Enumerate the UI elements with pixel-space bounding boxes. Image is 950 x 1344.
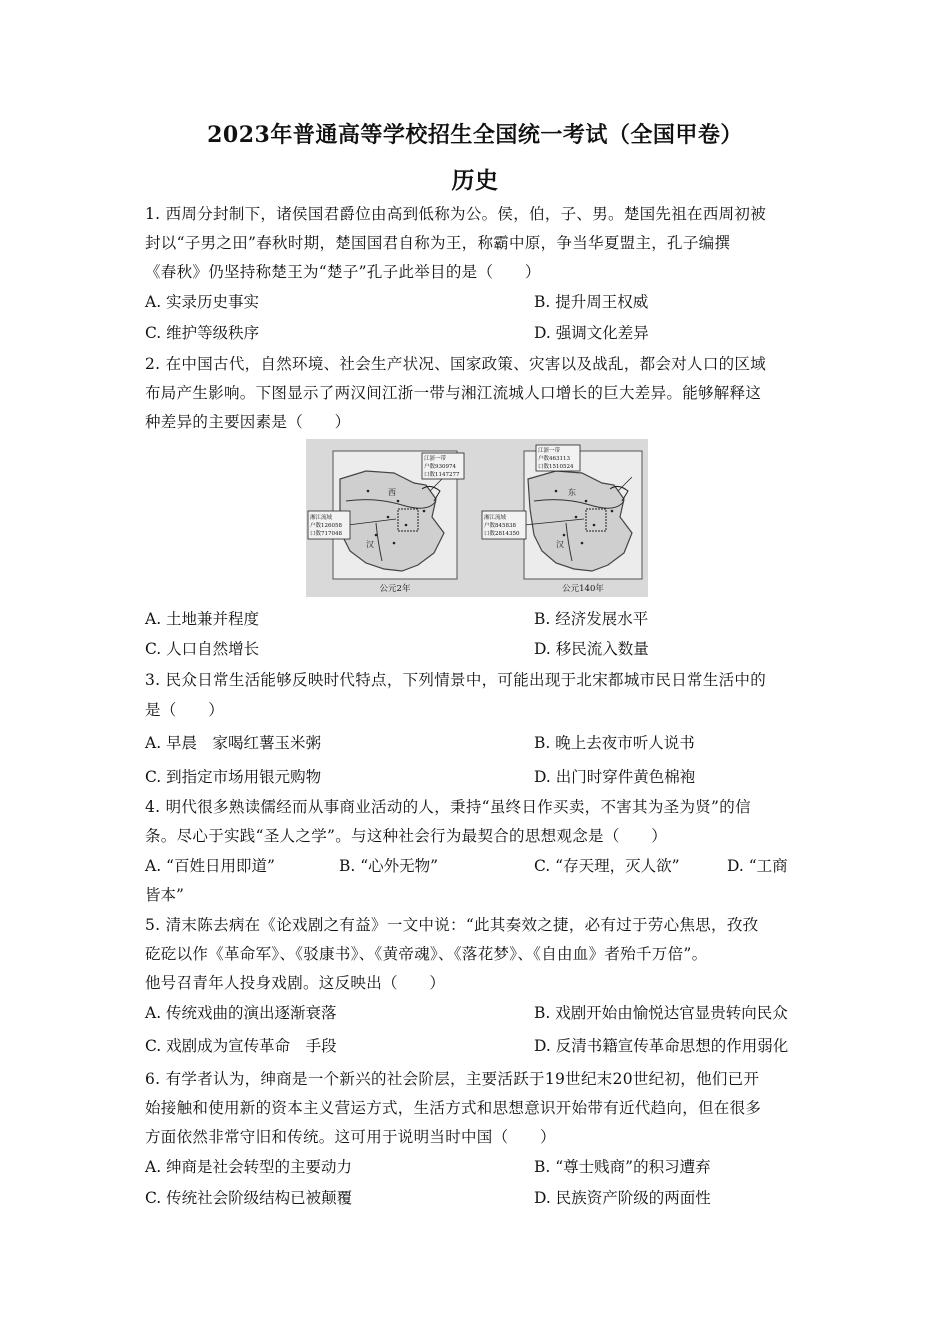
question-6-option-a[interactable]: A. 绅商是社会转型的主要动力 (145, 1158, 353, 1176)
question-4-option-c[interactable]: C. “存天理，灭人欲” (534, 857, 680, 875)
question-6-option-d[interactable]: D. 民族资产阶级的两面性 (534, 1189, 711, 1207)
question-1-stem-line: 《春秋》仍坚持称楚王为“楚子”孔子此举目的是（ ） (145, 263, 541, 281)
right-xiangjiang-population: 口数2814350 (484, 531, 520, 537)
question-2-option-b[interactable]: B. 经济发展水平 (534, 610, 649, 628)
question-5-stem-line: 矻矻以作《革命军》、《驳康书》、《黄帝魂》、《落花梦》、《自由血》者殆千万倍”。 (145, 945, 708, 963)
left-xiangjiang-households: 户数126058 (310, 523, 342, 529)
question-1-option-c[interactable]: C. 维护等级秩序 (145, 324, 260, 342)
question-1-stem-line: 封以“子男之田”春秋时期，楚国国君自称为王，称霸中原，争当华夏盟主，孔子编撰 (145, 234, 731, 252)
question-1-stem-line: 1. 西周分封制下，诸侯国君爵位由高到低称为公。侯，伯，子、男。楚国先祖在西周初被 (145, 205, 767, 223)
right-jiangzhe-title: 江浙一带 (538, 448, 561, 454)
map-label-han-right: 汉 (556, 540, 564, 549)
question-6-stem-line: 方面依然非常守旧和传统。这可用于说明当时中国（ ） (145, 1128, 556, 1146)
question-3-stem-line: 是（ ） (145, 701, 225, 719)
question-2-option-a[interactable]: A. 土地兼并程度 (145, 610, 260, 628)
question-5-option-c[interactable]: C. 戏剧成为宣传革命 手段 (145, 1037, 337, 1055)
question-5-option-a[interactable]: A. 传统戏曲的演出逐渐衰落 (145, 1004, 337, 1022)
question-3-option-c[interactable]: C. 到指定市场用银元购物 (145, 768, 322, 786)
question-4-stem-line: 4. 明代很多熟读儒经而从事商业活动的人，秉持“虽终日作买卖，不害其为圣为贤”的信 (145, 798, 751, 816)
question-3-option-a[interactable]: A. 早晨 家喝红薯玉米粥 (145, 734, 322, 752)
question-1-option-d[interactable]: D. 强调文化差异 (534, 324, 649, 342)
exam-title: 2023年普通高等学校招生全国统一考试（全国甲卷） (207, 122, 743, 148)
right-jiangzhe-households: 户数463113 (538, 456, 570, 462)
question-1-option-b[interactable]: B. 提升周王权威 (534, 293, 649, 311)
left-jiangzhe-population: 口数1147277 (424, 472, 460, 478)
left-map-caption: 公元2年 (379, 584, 411, 594)
question-4-option-b[interactable]: B. “心外无物” (339, 857, 439, 875)
population-map-svg (306, 439, 648, 597)
subject-title: 历史 (451, 167, 499, 194)
map-label-han: 汉 (366, 540, 374, 549)
right-xiangjiang-households: 户数845838 (484, 523, 516, 529)
question-3-option-d[interactable]: D. 出门时穿件黄色棉袍 (534, 768, 696, 786)
question-6-stem-line: 6. 有学者认为，绅商是一个新兴的社会阶层，主要活跃于19世纪末20世纪初，他们已开 (145, 1070, 760, 1088)
question-5-stem-line: 5. 清末陈去病在《论戏剧之有益》一文中说：“此其奏效之捷，必有过于劳心焦思，孜孜 (145, 916, 759, 934)
map-right (482, 445, 642, 594)
question-3-stem-line: 3. 民众日常生活能够反映时代特点，下列情景中，可能出现于北宋都城市民日常生活中的 (145, 671, 767, 689)
question-2-stem-line: 2. 在中国古代，自然环境、社会生产状况、国家政策、灾害以及战乱，都会对人口的区域 (145, 355, 767, 373)
left-jiangzhe-households: 户数930974 (424, 464, 456, 470)
map-left (308, 451, 464, 594)
question-4-option-d-wrap: 皆本” (145, 886, 184, 904)
question-6-stem-line: 始接触和使用新的资本主义营运方式，生活方式和思想意识开始带有近代趋向，但在很多 (145, 1099, 762, 1117)
question-2-option-c[interactable]: C. 人口自然增长 (145, 640, 260, 658)
question-6-option-c[interactable]: C. 传统社会阶级结构已被颠覆 (145, 1189, 353, 1207)
question-3-option-b[interactable]: B. 晚上去夜市听人说书 (534, 734, 695, 752)
question-5-option-d[interactable]: D. 反清书籍宣传革命思想的作用弱化 (534, 1037, 789, 1055)
population-map-figure (306, 439, 648, 597)
question-1-option-a[interactable]: A. 实录历史事实 (145, 293, 260, 311)
left-jiangzhe-title: 江浙一带 (424, 456, 447, 462)
question-5-option-b[interactable]: B. 戏剧开始由愉悦达官显贵转向民众 (534, 1004, 788, 1022)
left-xiangjiang-population: 口数717048 (310, 531, 342, 537)
map-label-xi: 西 (388, 488, 396, 497)
question-5-stem-line: 他号召青年人投身戏剧。这反映出（ ） (145, 974, 446, 992)
question-4-stem-line: 条。尽心于实践“圣人之学”。与这种社会行为最契合的思想观念是（ ） (145, 827, 668, 845)
right-xiangjiang-title: 湘江流域 (484, 515, 507, 521)
question-4-option-a[interactable]: A. “百姓日用即道” (145, 857, 275, 875)
question-2-option-d[interactable]: D. 移民流入数量 (534, 640, 649, 658)
right-map-caption: 公元140年 (562, 584, 604, 594)
left-xiangjiang-title: 湘江流域 (310, 515, 333, 521)
right-jiangzhe-population: 口数1510524 (538, 464, 574, 470)
question-4-option-d[interactable]: D. “工商 (727, 857, 788, 875)
question-2-stem-line: 种差异的主要因素是（ ） (145, 413, 351, 431)
question-2-stem-line: 布局产生影响。下图显示了两汉间江浙一带与湘江流城人口增长的巨大差异。能够解释这 (145, 384, 762, 402)
map-label-dong: 东 (568, 488, 576, 497)
question-6-option-b[interactable]: B. “尊士贱商”的积习遭弃 (534, 1158, 711, 1176)
